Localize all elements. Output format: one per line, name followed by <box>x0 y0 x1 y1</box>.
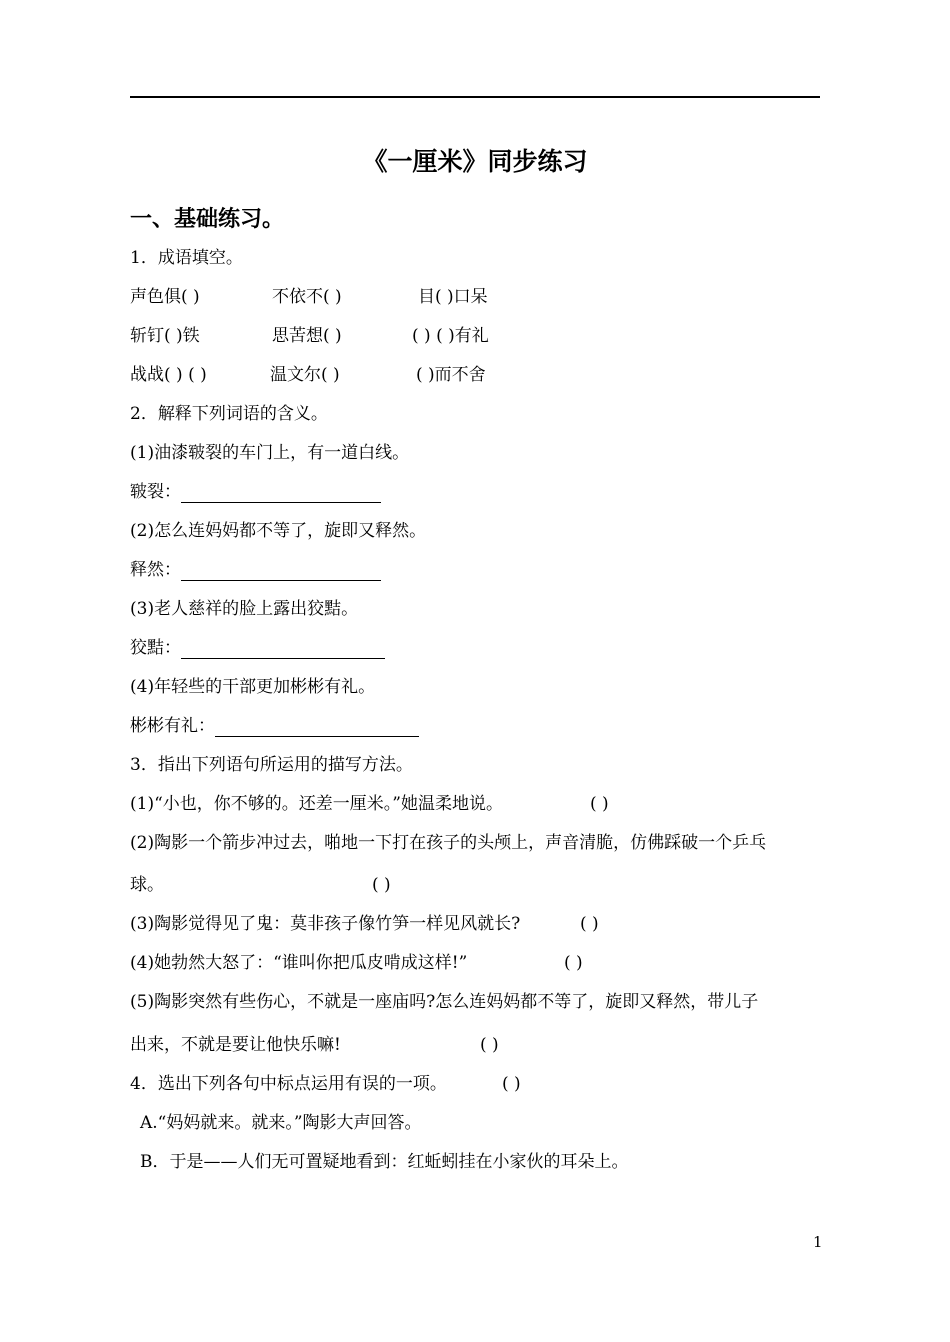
q3-item-2-line-2: 球。 ( ) <box>130 875 391 895</box>
q3-item-5-line-2: 出来，不就是要让他快乐嘛! ( ) <box>130 1035 499 1055</box>
answer-blank[interactable] <box>181 484 381 503</box>
q2-sentence-4: (4)年轻些的干部更加彬彬有礼。 <box>130 677 376 697</box>
word-label: 皲裂： <box>130 482 181 502</box>
answer-paren[interactable]: ( ) <box>480 1035 499 1055</box>
q2-sentence-2: (2)怎么连妈妈都不等了，旋即又释然。 <box>130 521 427 541</box>
answer-paren[interactable]: ( ) <box>372 875 391 895</box>
page-number: 1 <box>813 1233 823 1251</box>
q4-stem: 4．选出下列各句中标点运用有误的一项。 ( ) <box>130 1074 521 1094</box>
idiom-blank: 声色俱( ) <box>130 287 200 307</box>
q4-option-b[interactable]: B．于是——人们无可置疑地看到：红蚯蚓挂在小家伙的耳朵上。 <box>140 1152 629 1172</box>
q2-answer-1 <box>130 481 381 503</box>
q3-item-3: (3)陶影觉得见了鬼：莫非孩子像竹笋一样见风就长? ( ) <box>130 914 599 934</box>
header-rule <box>130 96 820 98</box>
idiom-blank: ( ) ( )有礼 <box>412 326 489 346</box>
q2-sentence-3: (3)老人慈祥的脸上露出狡黠。 <box>130 599 359 619</box>
q3-stem: 3．指出下列语句所运用的描写方法。 <box>130 755 413 775</box>
q4-option-a[interactable]: A.“妈妈就来。就来。”陶影大声回答。 <box>140 1113 422 1133</box>
idiom-blank: 思苦想( ) <box>272 326 342 346</box>
q2-stem: 2．解释下列词语的含义。 <box>130 404 328 424</box>
q2-sentence-1: (1)油漆皲裂的车门上，有一道白线。 <box>130 443 410 463</box>
word-label: 狡黠： <box>130 638 181 658</box>
answer-paren[interactable]: ( ) <box>502 1074 521 1094</box>
q1-stem: 1．成语填空。 <box>130 248 243 268</box>
q2-answer-3 <box>130 637 385 659</box>
answer-paren[interactable]: ( ) <box>564 953 583 973</box>
idiom-blank: 不依不( ) <box>272 287 342 307</box>
answer-blank[interactable] <box>181 562 381 581</box>
q2-answer-4 <box>130 715 419 737</box>
answer-blank[interactable] <box>215 718 419 737</box>
idiom-blank: 战战( ) ( ) <box>130 365 207 385</box>
idiom-blank: 目( )口呆 <box>418 287 488 307</box>
q3-item-1: (1)“小也，你不够的。还差一厘米。”她温柔地说。 ( ) <box>130 794 609 814</box>
q2-answer-2 <box>130 559 381 581</box>
q3-item-4: (4)她勃然大怒了：“谁叫你把瓜皮啃成这样!” ( ) <box>130 953 583 973</box>
section-heading: 一、基础练习。 <box>130 207 285 232</box>
q3-item-2-line-1: (2)陶影一个箭步冲过去，啪地一下打在孩子的头颅上，声音清脆，仿佛踩破一个乒乓 <box>130 833 767 853</box>
word-label: 释然： <box>130 560 181 580</box>
q3-item-5-line-1: (5)陶影突然有些伤心，不就是一座庙吗?怎么连妈妈都不等了，旋即又释然，带儿子 <box>130 992 759 1012</box>
idiom-blank: 温文尔( ) <box>270 365 340 385</box>
idiom-blank: 斩钉( )铁 <box>130 326 200 346</box>
answer-paren[interactable]: ( ) <box>580 914 599 934</box>
word-label: 彬彬有礼： <box>130 716 215 736</box>
answer-paren[interactable]: ( ) <box>590 794 609 814</box>
answer-blank[interactable] <box>181 640 385 659</box>
idiom-blank: ( )而不舍 <box>416 365 486 385</box>
page-title: 《一厘米》同步练习 <box>362 147 588 176</box>
